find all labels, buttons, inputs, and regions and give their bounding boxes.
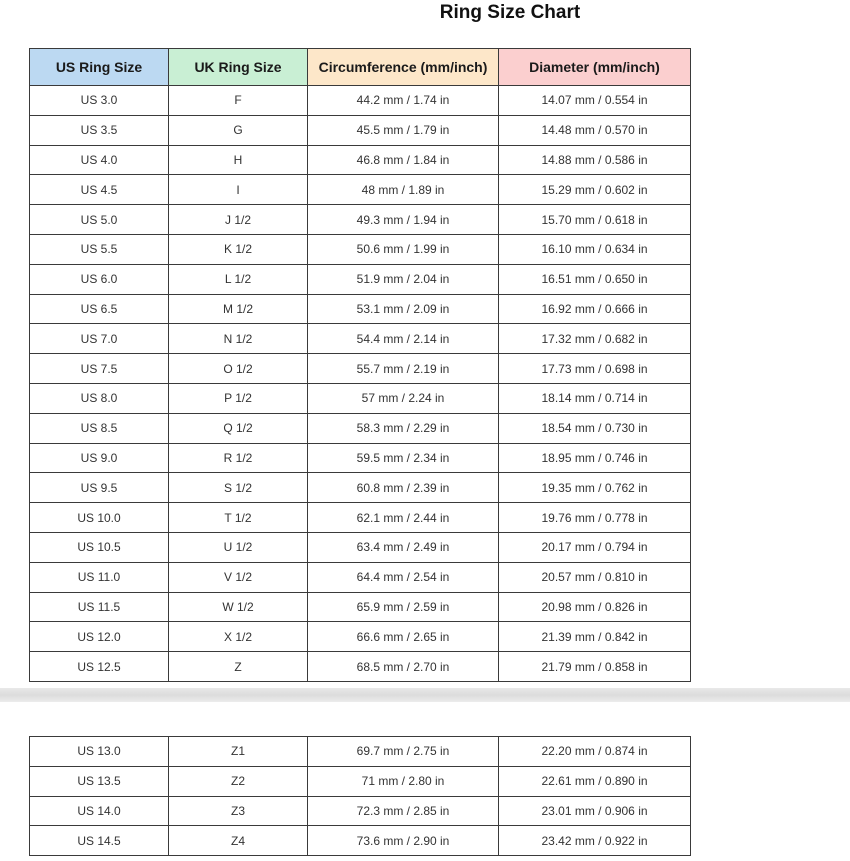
page-break-divider [0, 688, 850, 702]
cell-uk-size: I [169, 175, 308, 205]
table-row [30, 413, 691, 443]
table-row [30, 115, 691, 145]
cell-uk-size: V 1/2 [169, 562, 308, 592]
cell-us-size: US 6.5 [30, 294, 169, 324]
table-row [30, 324, 691, 354]
cell-us-size: US 12.5 [30, 652, 169, 682]
cell-circumference: 55.7 mm / 2.19 in [308, 354, 499, 384]
cell-us-size: US 10.0 [30, 503, 169, 533]
table-row [30, 175, 691, 205]
cell-diameter: 15.70 mm / 0.618 in [499, 205, 691, 235]
cell-uk-size: K 1/2 [169, 234, 308, 264]
cell-circumference: 48 mm / 1.89 in [308, 175, 499, 205]
cell-circumference: 68.5 mm / 2.70 in [308, 652, 499, 682]
cell-us-size: US 9.0 [30, 443, 169, 473]
cell-uk-size: O 1/2 [169, 354, 308, 384]
cell-uk-size: H [169, 145, 308, 175]
table-row [30, 592, 691, 622]
cell-diameter: 17.73 mm / 0.698 in [499, 354, 691, 384]
cell-uk-size: Z [169, 652, 308, 682]
table-row [30, 354, 691, 384]
cell-circumference: 66.6 mm / 2.65 in [308, 622, 499, 652]
cell-circumference: 46.8 mm / 1.84 in [308, 145, 499, 175]
cell-circumference: 73.6 mm / 2.90 in [308, 826, 499, 856]
cell-uk-size: Z1 [169, 737, 308, 767]
cell-uk-size: L 1/2 [169, 264, 308, 294]
table-row [30, 264, 691, 294]
cell-us-size: US 12.0 [30, 622, 169, 652]
cell-circumference: 60.8 mm / 2.39 in [308, 473, 499, 503]
cell-uk-size: J 1/2 [169, 205, 308, 235]
cell-circumference: 45.5 mm / 1.79 in [308, 115, 499, 145]
cell-diameter: 16.51 mm / 0.650 in [499, 264, 691, 294]
cell-us-size: US 7.0 [30, 324, 169, 354]
cell-uk-size: Z3 [169, 796, 308, 826]
cell-uk-size: T 1/2 [169, 503, 308, 533]
cell-uk-size: P 1/2 [169, 383, 308, 413]
cell-us-size: US 3.5 [30, 115, 169, 145]
cell-diameter: 21.39 mm / 0.842 in [499, 622, 691, 652]
table-row [30, 145, 691, 175]
cell-us-size: US 14.5 [30, 826, 169, 856]
cell-uk-size: U 1/2 [169, 532, 308, 562]
cell-circumference: 64.4 mm / 2.54 in [308, 562, 499, 592]
cell-uk-size: R 1/2 [169, 443, 308, 473]
cell-diameter: 22.61 mm / 0.890 in [499, 766, 691, 796]
table-row [30, 737, 691, 767]
cell-diameter: 23.01 mm / 0.906 in [499, 796, 691, 826]
cell-diameter: 14.07 mm / 0.554 in [499, 86, 691, 116]
ring-size-table [29, 48, 691, 682]
header-us-ring-size: US Ring Size [30, 49, 169, 86]
table-row [30, 86, 691, 116]
cell-circumference: 72.3 mm / 2.85 in [308, 796, 499, 826]
table-row [30, 826, 691, 856]
table-row [30, 652, 691, 682]
cell-us-size: US 13.5 [30, 766, 169, 796]
table-row [30, 503, 691, 533]
cell-circumference: 58.3 mm / 2.29 in [308, 413, 499, 443]
cell-circumference: 65.9 mm / 2.59 in [308, 592, 499, 622]
cell-diameter: 21.79 mm / 0.858 in [499, 652, 691, 682]
cell-us-size: US 5.5 [30, 234, 169, 264]
cell-diameter: 14.88 mm / 0.586 in [499, 145, 691, 175]
cell-circumference: 51.9 mm / 2.04 in [308, 264, 499, 294]
table-body [30, 86, 691, 682]
cell-uk-size: X 1/2 [169, 622, 308, 652]
cell-diameter: 14.48 mm / 0.570 in [499, 115, 691, 145]
cell-diameter: 15.29 mm / 0.602 in [499, 175, 691, 205]
table-row [30, 796, 691, 826]
cell-diameter: 17.32 mm / 0.682 in [499, 324, 691, 354]
table-row [30, 443, 691, 473]
cell-us-size: US 5.0 [30, 205, 169, 235]
cell-diameter: 16.92 mm / 0.666 in [499, 294, 691, 324]
cell-circumference: 54.4 mm / 2.14 in [308, 324, 499, 354]
cell-us-size: US 14.0 [30, 796, 169, 826]
cell-diameter: 20.17 mm / 0.794 in [499, 532, 691, 562]
cell-diameter: 19.35 mm / 0.762 in [499, 473, 691, 503]
cell-us-size: US 3.0 [30, 86, 169, 116]
header-diameter: Diameter (mm/inch) [499, 49, 691, 86]
cell-circumference: 62.1 mm / 2.44 in [308, 503, 499, 533]
table-row [30, 383, 691, 413]
cell-circumference: 49.3 mm / 1.94 in [308, 205, 499, 235]
table-header-row [30, 49, 691, 86]
table-body-continued [30, 737, 691, 856]
cell-diameter: 16.10 mm / 0.634 in [499, 234, 691, 264]
cell-circumference: 50.6 mm / 1.99 in [308, 234, 499, 264]
cell-us-size: US 11.0 [30, 562, 169, 592]
table-row [30, 766, 691, 796]
cell-circumference: 63.4 mm / 2.49 in [308, 532, 499, 562]
table-row [30, 294, 691, 324]
cell-circumference: 69.7 mm / 2.75 in [308, 737, 499, 767]
cell-uk-size: Q 1/2 [169, 413, 308, 443]
ring-size-table-continued [29, 736, 691, 856]
cell-us-size: US 13.0 [30, 737, 169, 767]
cell-us-size: US 7.5 [30, 354, 169, 384]
cell-us-size: US 4.5 [30, 175, 169, 205]
cell-diameter: 19.76 mm / 0.778 in [499, 503, 691, 533]
cell-diameter: 20.98 mm / 0.826 in [499, 592, 691, 622]
cell-circumference: 71 mm / 2.80 in [308, 766, 499, 796]
cell-diameter: 22.20 mm / 0.874 in [499, 737, 691, 767]
cell-uk-size: N 1/2 [169, 324, 308, 354]
cell-circumference: 53.1 mm / 2.09 in [308, 294, 499, 324]
page-title: Ring Size Chart [439, 2, 581, 23]
table-row [30, 205, 691, 235]
table-row [30, 473, 691, 503]
cell-uk-size: G [169, 115, 308, 145]
cell-uk-size: S 1/2 [169, 473, 308, 503]
table-row [30, 234, 691, 264]
cell-us-size: US 10.5 [30, 532, 169, 562]
cell-circumference: 44.2 mm / 1.74 in [308, 86, 499, 116]
header-circumference: Circumference (mm/inch) [308, 49, 499, 86]
cell-us-size: US 9.5 [30, 473, 169, 503]
cell-uk-size: W 1/2 [169, 592, 308, 622]
cell-circumference: 57 mm / 2.24 in [308, 383, 499, 413]
cell-us-size: US 8.5 [30, 413, 169, 443]
cell-circumference: 59.5 mm / 2.34 in [308, 443, 499, 473]
cell-us-size: US 8.0 [30, 383, 169, 413]
table-row [30, 532, 691, 562]
table-row [30, 622, 691, 652]
header-uk-ring-size: UK Ring Size [169, 49, 308, 86]
cell-diameter: 18.54 mm / 0.730 in [499, 413, 691, 443]
cell-us-size: US 4.0 [30, 145, 169, 175]
cell-diameter: 18.14 mm / 0.714 in [499, 383, 691, 413]
cell-us-size: US 6.0 [30, 264, 169, 294]
cell-uk-size: M 1/2 [169, 294, 308, 324]
cell-diameter: 18.95 mm / 0.746 in [499, 443, 691, 473]
cell-diameter: 20.57 mm / 0.810 in [499, 562, 691, 592]
table-row [30, 562, 691, 592]
cell-uk-size: Z2 [169, 766, 308, 796]
cell-us-size: US 11.5 [30, 592, 169, 622]
cell-diameter: 23.42 mm / 0.922 in [499, 826, 691, 856]
cell-uk-size: Z4 [169, 826, 308, 856]
cell-uk-size: F [169, 86, 308, 116]
